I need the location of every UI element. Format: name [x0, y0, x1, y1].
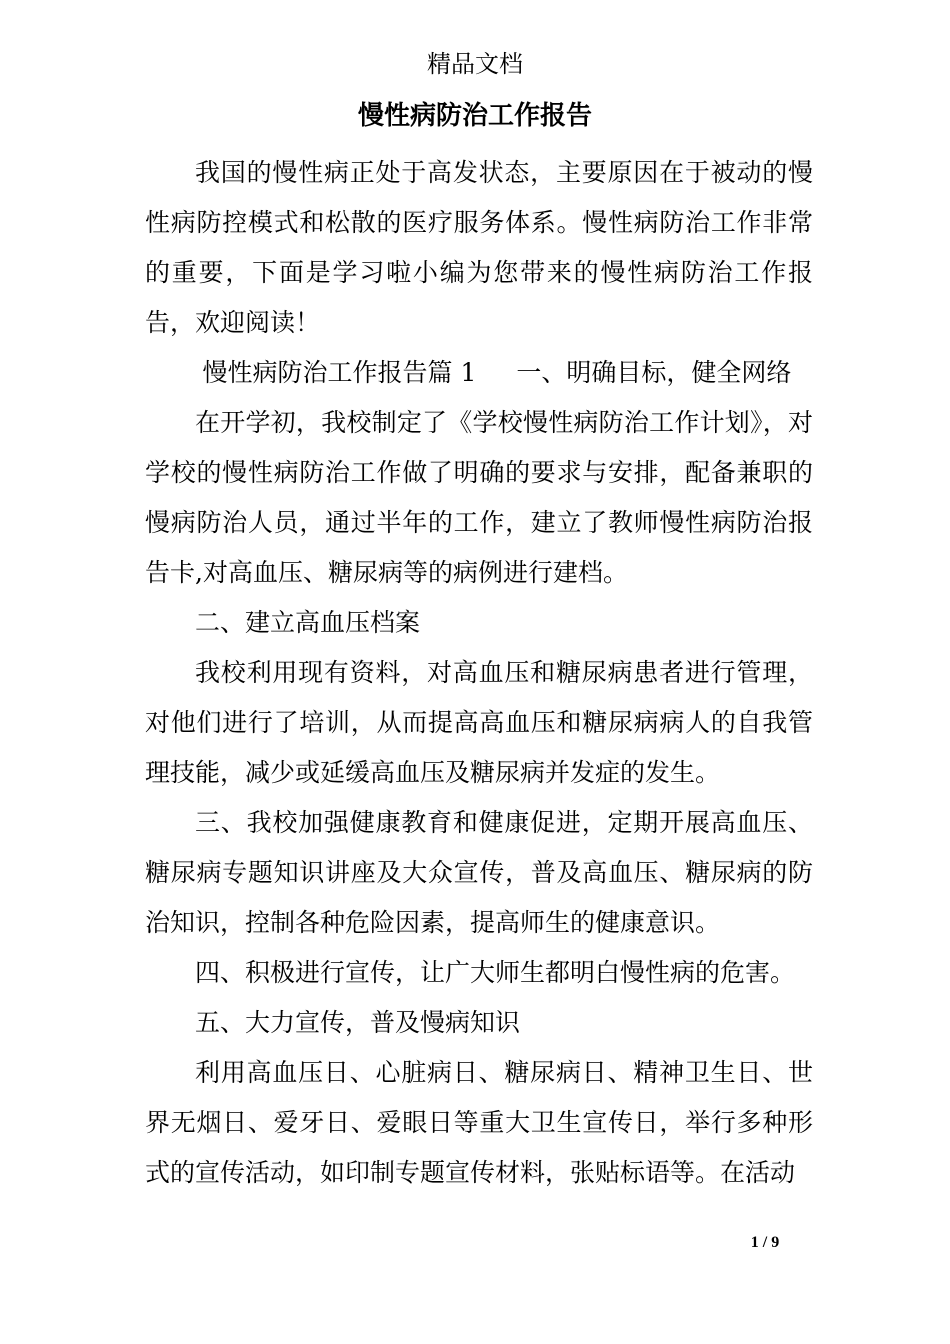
section-three-paragraph: 三、我校加强健康教育和健康促进，定期开展高血压、糖尿病专题知识讲座及大众宣传，普及高血压、糖尿病的防治知识，控制各种危险因素，提高师生的健康意识。 — [145, 808, 813, 937]
section-two-heading: 二、建立高血压档案 — [195, 608, 421, 637]
page-header: 精品文档 — [427, 50, 523, 78]
section-four-paragraph: 四、积极进行宣传，让广大师生都明白慢性病的危害。 — [195, 958, 796, 987]
document-body — [145, 148, 813, 1198]
section-one-paragraph: 在开学初，我校制定了《学校慢性病防治工作计划》，对学校的慢性病防治工作做了明确的要求与安排，配备兼职的慢病防治人员，通过半年的工作，建立了教师慢性病防治报告卡,对高血压、糖尿病等的病例进行建档。 — [145, 408, 813, 587]
section-heading-line — [145, 348, 813, 398]
document-title: 慢性病防治工作报告 — [357, 101, 592, 131]
section-one-heading: 一、明确目标，健全网络 — [516, 358, 792, 387]
page-number: 1 / 9 — [750, 1234, 780, 1251]
report-part-label: 慢性病防治工作报告篇 1 — [202, 358, 477, 387]
section-five-heading: 五、大力宣传，普及慢病知识 — [195, 1008, 521, 1037]
section-two-paragraph: 我校利用现有资料，对高血压和糖尿病患者进行管理，对他们进行了培训，从而提高高血压和糖尿病病人的自我管理技能，减少或延缓高血压及糖尿病并发症的发生。 — [145, 658, 813, 787]
intro-paragraph: 我国的慢性病正处于高发状态，主要原因在于被动的慢性病防控模式和松散的医疗服务体系。慢性病防治工作非常的重要，下面是学习啦小编为您带来的慢性病防治工作报告，欢迎阅读！ — [145, 158, 813, 337]
section-five-paragraph: 利用高血压日、心脏病日、糖尿病日、精神卫生日、世界无烟日、爱牙日、爱眼日等重大卫生宣传日，举行多种形式的宣传活动，如印制专题宣传材料，张贴标语等。在活动 — [145, 1058, 813, 1187]
